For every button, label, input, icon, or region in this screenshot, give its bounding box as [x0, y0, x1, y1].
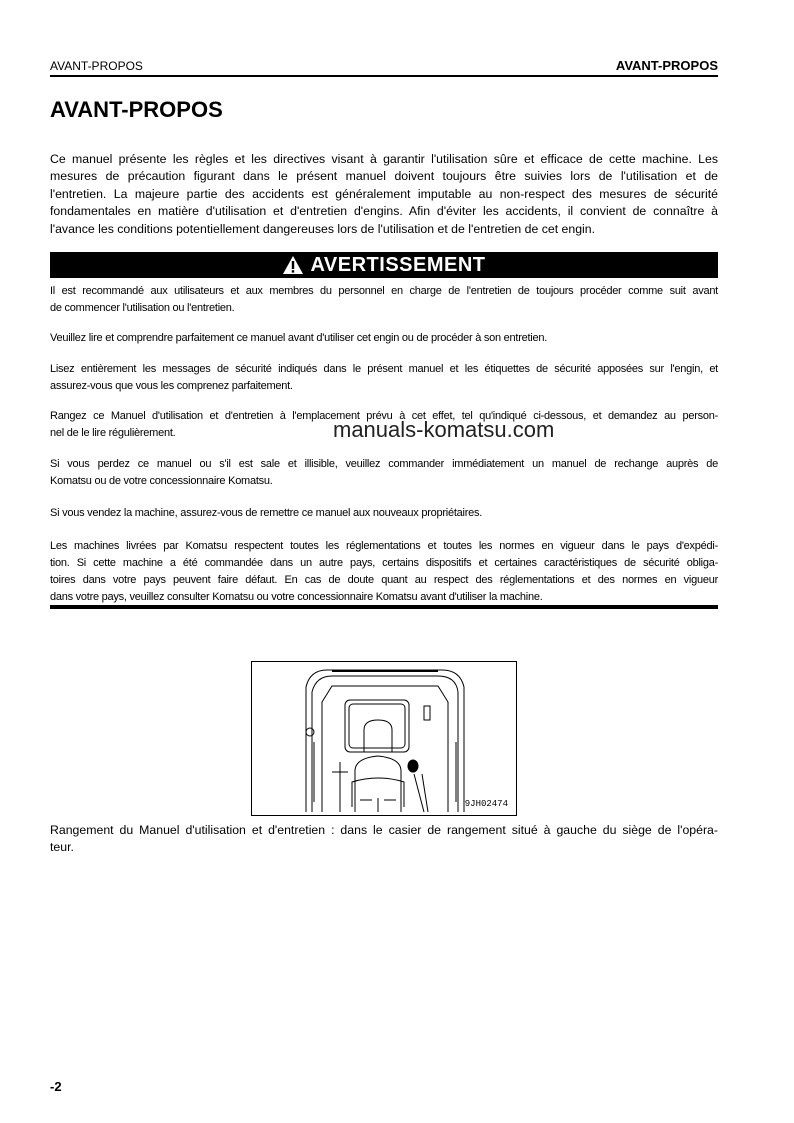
text-line: teur. — [50, 840, 74, 854]
warning-paragraph — [50, 330, 718, 347]
text-line: mesures de précaution figurant dans le présent manuel doivent toujours être suivies lors de l'utilisation et de — [50, 169, 718, 184]
running-header-left: AVANT-PROPOS — [50, 59, 143, 73]
warning-paragraph — [50, 538, 718, 606]
text-line: Les machines livrées par Komatsu respectent toutes les réglementations et toutes les normes en vigueur dans le pays d'expédi- — [50, 540, 718, 552]
watermark: manuals-komatsu.com — [333, 417, 555, 442]
text-line: Lisez entièrement les messages de sécurité indiqués dans le présent manuel et les étiquettes de sécurité apposées sur l'engin, et — [50, 363, 718, 375]
page-number: -2 — [50, 1079, 62, 1094]
figure-cab-illustration — [251, 661, 517, 816]
text-line: Il est recommandé aux utilisateurs et aux membres du personnel en charge de l'entretien de toujours procéder comme suit avant — [50, 285, 718, 297]
intro-paragraph — [50, 151, 718, 238]
text-line: Ce manuel présente les règles et les directives visant à garantir l'utilisation sûre et efficace de cette machine. Les — [50, 152, 718, 166]
text-line: l'avance les conditions potentiellement dangereuses lors de l'utilisation et de l'entretien de cet engin. — [50, 221, 596, 236]
text-line: Komatsu ou de votre concessionnaire Komatsu. — [50, 475, 273, 487]
warning-end-rule — [50, 605, 718, 609]
text-line: Rangez ce Manuel d'utilisation et d'entretien à l'emplacement prévu à cet effet, tel qu'indiqué ci-dessous, et demandez au person- — [50, 410, 718, 422]
warning-banner — [50, 252, 718, 278]
text-line: fondamentales en matière d'utilisation et d'entretien d'engins. Afin d'éviter les accidents, il convient de connaître à — [50, 204, 718, 219]
warning-paragraph — [50, 361, 718, 395]
text-line: dans votre pays, veuillez consulter Komatsu ou votre concessionnaire Komatsu avant d'utiliser la machine. — [50, 591, 543, 603]
text-line: assurez-vous que vous les comprenez parfaitement. — [50, 380, 293, 392]
figure-caption — [50, 822, 718, 856]
text-line: tion. Si cette machine a été commandée dans un autre pays, certains dispositifs et certaines caractéristiques de sécurité obliga- — [50, 557, 718, 569]
figure-reference-code: 9JH02474 — [464, 799, 508, 809]
text-line: Si vous perdez ce manuel ou s'il est sale et illisible, veuillez commander immédiatement un manuel de rechange auprès de — [50, 458, 718, 470]
text-line: Si vous vendez la machine, assurez-vous de remettre ce manuel aux nouveaux propriétaires. — [50, 507, 483, 519]
text-line: nel de le lire régulièrement. — [50, 427, 176, 439]
text-line: toires dans votre pays peuvent faire défaut. En cas de doute quant au respect des réglementations et des normes en vigueur — [50, 574, 718, 586]
warning-paragraph — [50, 456, 718, 490]
header-rule — [50, 75, 718, 77]
operator-cab-drawing — [252, 662, 516, 815]
warning-paragraph — [50, 505, 718, 522]
text-line: Rangement du Manuel d'utilisation et d'entretien : dans le casier de rangement situé à gauche du siège de l'opéra- — [50, 823, 718, 837]
warning-label: AVERTISSEMENT — [310, 253, 486, 276]
warning-triangle-icon — [282, 255, 304, 275]
text-line: Veuillez lire et comprendre parfaitement ce manuel avant d'utiliser cet engin ou de procéder à son entretien. — [50, 332, 548, 344]
text-line: l'entretien. La majeure partie des accidents est généralement imputable au non-respect des mesures de sécurité — [50, 186, 718, 201]
warning-paragraph — [50, 283, 718, 317]
running-header-right: AVANT-PROPOS — [615, 58, 718, 73]
page-title: AVANT-PROPOS — [50, 97, 223, 122]
text-line: de commencer l'utilisation ou l'entretien. — [50, 302, 235, 314]
